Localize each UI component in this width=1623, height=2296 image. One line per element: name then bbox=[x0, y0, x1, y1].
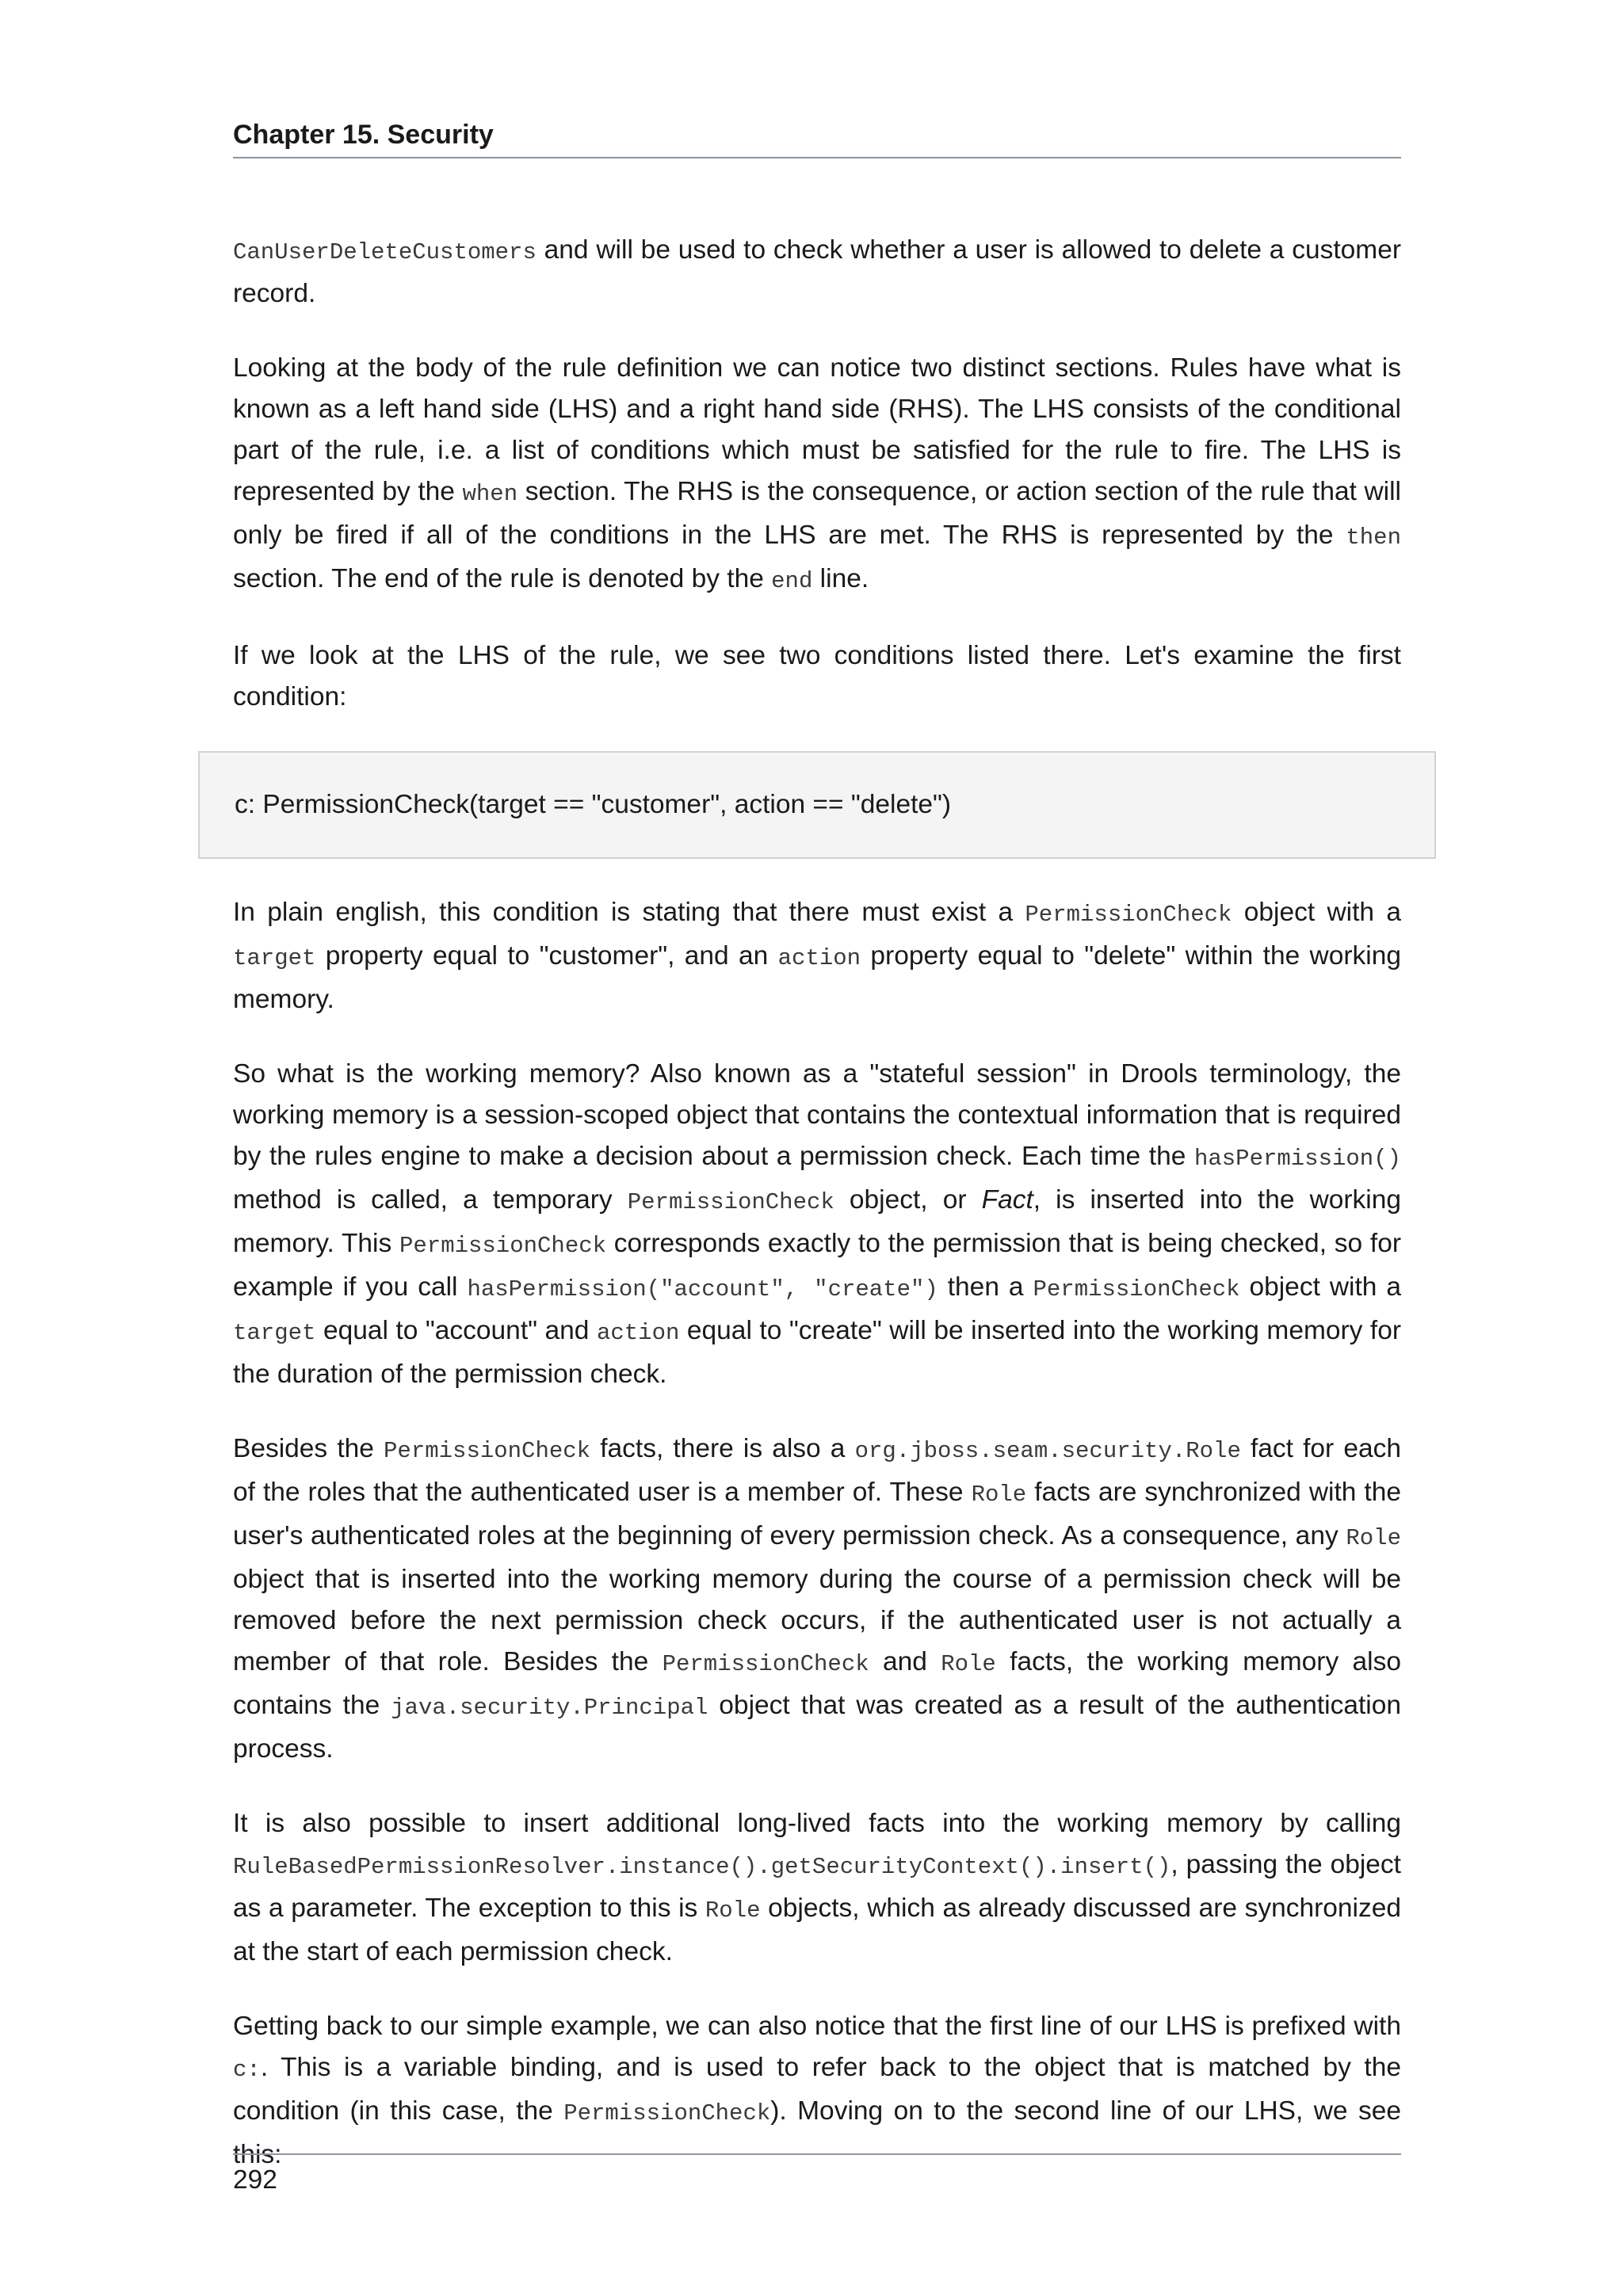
paragraph-6: Besides the PermissionCheck facts, there is also a org.jboss.seam.security.Role fact for each of the roles that the authenticated user is a member of. These Role facts are synchronized with the user's authenticated roles at the beginning of every permission check. As a consequence, any Role object that is inserted into the working memory during the course of a permission check will be removed before the next permission check occurs, if the authenticated user is not actually a member of that role. Besides the PermissionCheck and Role facts, the working memory also contains the java.security.Principal object that was created as a result of the authentication process. bbox=[233, 1434, 1401, 1764]
inline-code: PermissionCheck bbox=[399, 1233, 607, 1259]
inline-code: PermissionCheck bbox=[662, 1651, 869, 1677]
inline-code: Role bbox=[971, 1482, 1027, 1508]
inline-code: action bbox=[596, 1320, 680, 1346]
inline-code: CanUserDeleteCustomers bbox=[233, 239, 537, 265]
page-footer bbox=[233, 2153, 1401, 2198]
paragraph-8: Getting back to our simple example, we can also notice that the first line of our LHS is prefixed with c:. This is a variable binding, and is used to refer back to the object that is matched by the condition (in this case, the PermissionCheck). Moving on to the second line of our LHS, we see this: bbox=[233, 2012, 1401, 2169]
chapter-title: Chapter 15. Security bbox=[233, 120, 494, 150]
inline-code: end bbox=[771, 568, 813, 594]
inline-code: PermissionCheck bbox=[563, 2100, 771, 2126]
inline-code: org.jboss.seam.security.Role bbox=[854, 1438, 1241, 1464]
paragraph-7: It is also possible to insert additional long-lived facts into the working memory by calling RuleBasedPermissionResolver.instance().getSecurityContext().insert(), passing the object as a parameter. The exception to this is Role objects, which as already discussed are synchronized at the start of each permission check. bbox=[233, 1809, 1401, 1966]
inline-code: PermissionCheck bbox=[1025, 902, 1232, 928]
inline-code: when bbox=[462, 481, 518, 507]
inline-code: then bbox=[1346, 524, 1401, 551]
inline-code: action bbox=[777, 945, 861, 971]
paragraph-3: If we look at the LHS of the rule, we see two conditions listed there. Let's examine the first condition: bbox=[233, 641, 1401, 711]
inline-code: Role bbox=[1346, 1525, 1401, 1551]
paragraph-1: CanUserDeleteCustomers and will be used to check whether a user is allowed to delete a customer record. bbox=[233, 235, 1401, 308]
inline-code: hasPermission() bbox=[1193, 1146, 1401, 1172]
page-number: 292 bbox=[233, 2165, 277, 2195]
inline-code: Role bbox=[941, 1651, 996, 1677]
inline-code: PermissionCheck bbox=[1033, 1276, 1240, 1302]
paragraph-4: In plain english, this condition is stating that there must exist a PermissionCheck object with a target property equal to "customer", and an action property equal to "delete" within the working memory. bbox=[233, 898, 1401, 1014]
inline-code: hasPermission("account", "create") bbox=[467, 1276, 938, 1302]
paragraph-2: Looking at the body of the rule definition we can notice two distinct sections. Rules have what is known as a left hand side (LHS) and a right hand side (RHS). The LHS consists of the conditional part of the rule, i.e. a list of conditions which must be satisfied for the rule to fire. The LHS is represented by the when section. The RHS is the consequence, or action section of the rule that will only be fired if all of the conditions in the LHS are met. The RHS is represented by the then section. The end of the rule is denoted by the end line. bbox=[233, 353, 1401, 594]
inline-code: RuleBasedPermissionResolver.instance().getSecurityContext().insert() bbox=[233, 1854, 1171, 1880]
inline-code: PermissionCheck bbox=[627, 1189, 834, 1215]
inline-code: java.security.Principal bbox=[391, 1695, 708, 1721]
inline-code: Role bbox=[705, 1897, 761, 1924]
paragraph-5: So what is the working memory? Also known as a "stateful session" in Drools terminology, the working memory is a session-scoped object that contains the contextual information that is required by the rules engine to make a decision about a permission check. Each time the hasPermission() method is called, a temporary PermissionCheck object, or Fact, is inserted into the working memory. This PermissionCheck corresponds exactly to the permission that is being checked, so for example if you call hasPermission("account", "create") then a PermissionCheck object with a target equal to "account" and action equal to "create" will be inserted into the working memory for the duration of the permission check. bbox=[233, 1059, 1402, 1389]
emphasis: Fact bbox=[981, 1185, 1033, 1215]
chapter-header bbox=[233, 119, 1401, 158]
code-block bbox=[198, 751, 1436, 859]
inline-code: target bbox=[233, 1320, 316, 1346]
page-body bbox=[233, 230, 1401, 2209]
inline-code: c: bbox=[233, 2057, 261, 2083]
inline-code: PermissionCheck bbox=[384, 1438, 591, 1464]
code-line: c: PermissionCheck(target == "customer", action == "delete") bbox=[235, 790, 952, 819]
inline-code: target bbox=[233, 945, 316, 971]
